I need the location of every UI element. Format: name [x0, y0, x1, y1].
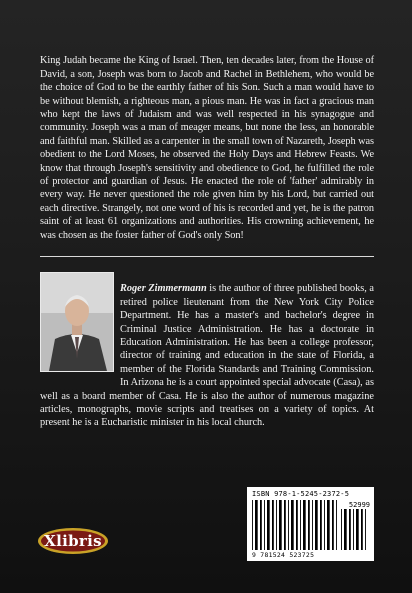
- publisher-logo-text: Xlibris: [44, 532, 102, 550]
- isbn-label: ISBN 978-1-5245-2372-5: [252, 490, 350, 498]
- author-bio-text: is the author of three published books, a retired police lieutenant from the New York City Police Department. He has a master's and bachelor's degree in Criminal Justice Administration. He has a doctorate in Education Administration. He has been a college professor, director of training and education in the state of Florida, a member of the Florida Standards and Training Commission. In Arizona he is a court appointed special advocate (Casa), as well as a board member of Casa. He is also the author of numerous magazine articles, monographs, movie scripts and treatises on a variety of topics. At present he is a Eucharistic minister in his local church.: [40, 283, 374, 429]
- author-name: Roger Zimmermann: [120, 283, 207, 295]
- photo-spacer: [40, 282, 120, 384]
- price-code: 52999: [348, 501, 370, 509]
- book-summary: King Judah became the King of Israel. Then, ten decades later, from the House of David, a son, Joseph was born to Jacob and Rachel in Bethlehem, who would be the choice of God to be the earthly father of his Son. Such a man would have to be without blemish, a righteous man, a pious man. He was in fact a gracious man who kept the laws of Judaism and was well respected in his synagogue and community. Joseph was a man of meager means, but none the less, an honorable and faithful man. Skilled as a carpenter in the small town of Nazareth, Joseph was obedient to the Lord Moses, he observed the Holy Days and Hebrew Feasts. We know that through Joseph's sensitivity and obedience to God, he fulfilled the role of protector and guardian of Jesus. He enacted the role of 'father' admirably in every way. He never questioned the role given him by his Lord, but carried out each directive. Strangely, not one word of his is recorded and yet, he is the patron saint of at least 61 organizations and authorities. His crowning achievement, he was chosen as the foster father of God's only Son!: [40, 55, 374, 241]
- author-bio: [40, 282, 374, 429]
- publisher-logo: [37, 527, 109, 555]
- isbn-barcode: [247, 487, 374, 561]
- addon-barcode-bars: [341, 509, 369, 550]
- section-divider: [40, 256, 374, 257]
- ean-barcode-bars: [252, 500, 338, 550]
- isbn-digits: 9 781524 523725: [252, 551, 315, 559]
